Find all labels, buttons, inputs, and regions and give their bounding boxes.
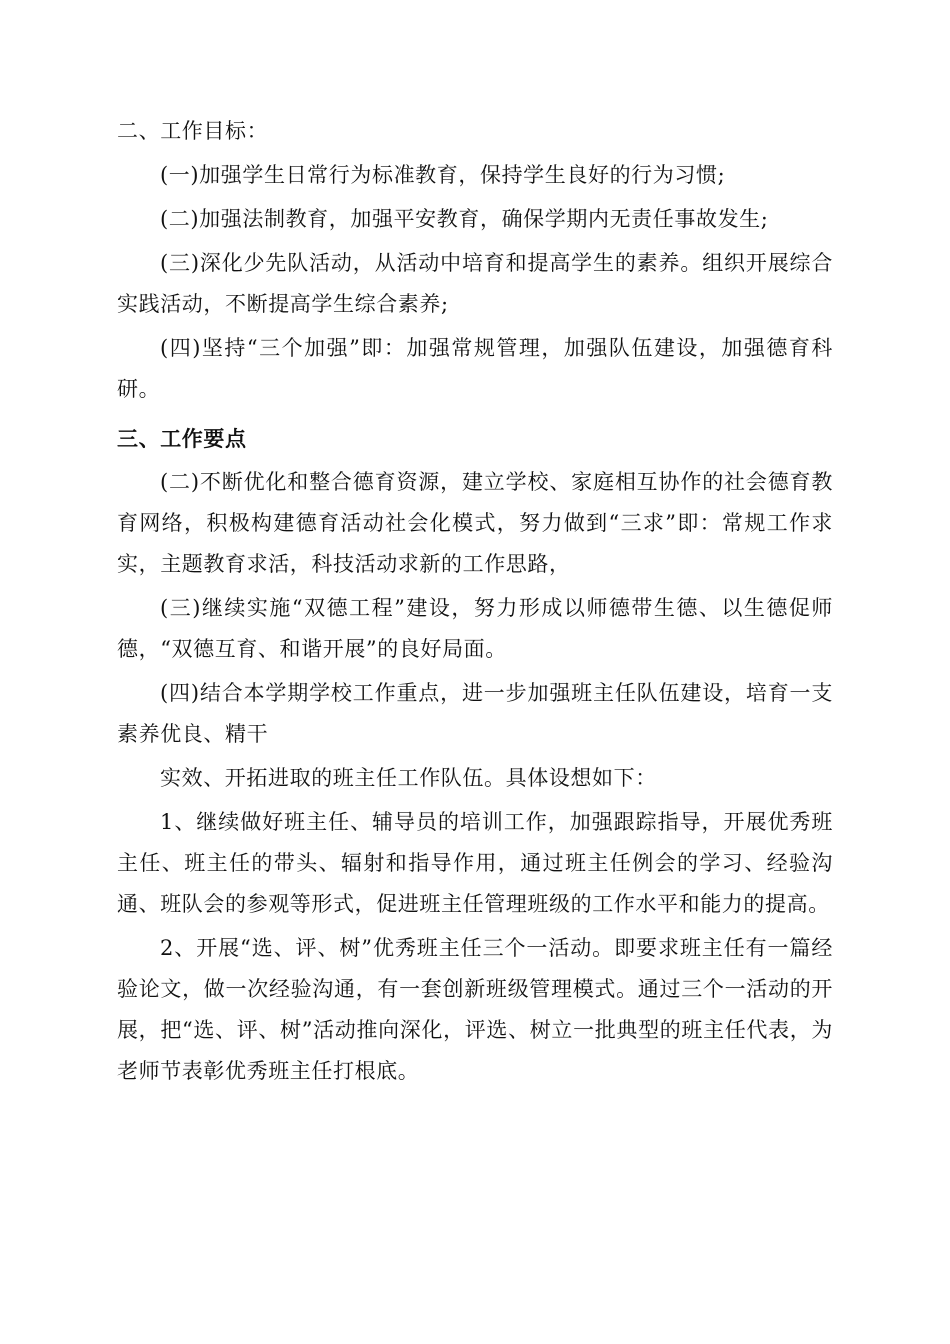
section-3-title: 三、工作要点 [117, 426, 247, 451]
section-3-item-4: (四)结合本学期学校工作重点，进一步加强班主任队伍建设，培育一支素养优良、精干 [117, 681, 833, 746]
section-2-item-4: (四)坚持“三个加强”即：加强常规管理，加强队伍建设，加强德育科研。 [117, 336, 833, 401]
section-3-item-2: (二)不断优化和整合德育资源，建立学校、家庭相互协作的社会德育教育网络，积极构建德育活动社会化模式，努力做到“三求”即：常规工作求实，主题教育求活，科技活动求新的工作思路， [117, 470, 833, 576]
section-3-continuation: 实效、开拓进取的班主任工作队伍。具体设想如下： [160, 766, 657, 790]
section-2-item-2: (二)加强法制教育，加强平安教育，确保学期内无责任事故发生; [160, 207, 769, 231]
section-3-subitem-2: 2、开展“选、评、树”优秀班主任三个一活动。即要求班主任有一篇经验论文，做一次经验沟通，有一套创新班级管理模式。通过三个一活动的开展，把“选、评、树”活动推向深化，评选、树立一批典型的班主任代表，为老师节表彰优秀班主任打根底。 [117, 936, 833, 1083]
document-body [117, 111, 833, 1092]
section-3-subitem-1: 1、继续做好班主任、辅导员的培训工作，加强跟踪指导，开展优秀班主任、班主任的带头、辐射和指导作用，通过班主任例会的学习、经验沟通、班队会的参观等形式，促进班主任管理班级的工作水平和能力的提高。 [117, 810, 833, 916]
section-3-item-3: (三)继续实施“双德工程”建设，努力形成以师德带生德、以生德促师德，“双德互育、和谐开展”的良好局面。 [117, 596, 833, 661]
section-2-item-3: (三)深化少先队活动，从活动中培育和提高学生的素养。组织开展综合实践活动，不断提高学生综合素养; [117, 251, 833, 316]
section-2-title: 二、工作目标： [117, 119, 269, 143]
section-2-item-1: (一)加强学生日常行为标准教育，保持学生良好的行为习惯; [160, 163, 726, 187]
